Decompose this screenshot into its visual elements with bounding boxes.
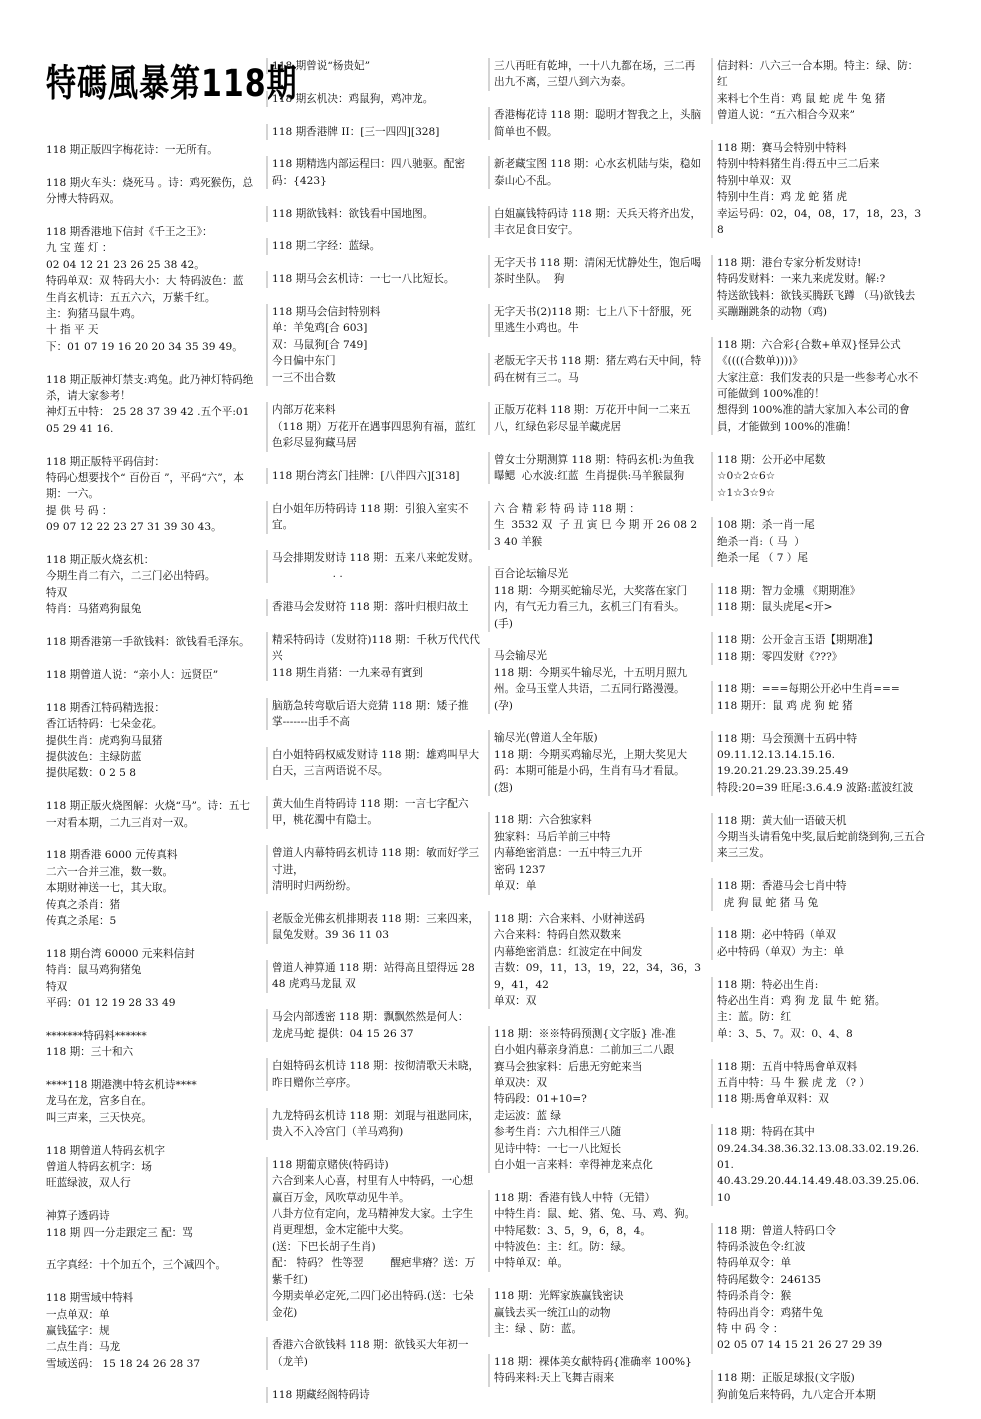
text-line: 特码尾数令：246135 (717, 1273, 822, 1286)
text-line: 118 期玄机决：鸡鼠狗，鸡冲龙。 (272, 92, 434, 105)
text-line: 特 中 码 令 ： (717, 1323, 784, 1336)
text-line: 主：绿 、防：蓝。 (494, 1323, 583, 1336)
text-line: 118 期：光辉家族赢钱密诀 (494, 1290, 624, 1303)
text-line: 雪域送码： 15 18 24 26 28 37 (46, 1357, 201, 1370)
text-block (266, 911, 480, 944)
text-block (266, 501, 480, 534)
text-line: 马会排期发财诗 118 期：五来八来蛇发财。 (272, 552, 480, 565)
text-line: 单双：单 (494, 880, 537, 893)
text-line: 118 期开：鼠 鸡 虎 狗 蛇 猪 (717, 699, 853, 712)
text-block (711, 1223, 925, 1354)
text-block (46, 1143, 254, 1192)
text-line: 大家注意：我们发表的只是一些参考心水不可能做到 100%准的！ (717, 371, 919, 401)
text-line: 《((((合数单))))》 (717, 355, 804, 368)
text-line: 清明时归两纷纷。 (272, 880, 357, 893)
text-block (266, 599, 480, 615)
text-line: 118 期曾道人特码玄机字 (46, 1144, 165, 1157)
text-line: 提供生肖：虎鸡狗马鼠猪 (46, 734, 163, 747)
text-line: 118 期：===每期公开必中生肖=== (717, 683, 900, 696)
text-block (711, 1370, 925, 1403)
text-line: 118 期藏经阁特码诗 (272, 1388, 370, 1401)
text-line: 118 期：今期买蛇输尽光，大奖落在家门内，有气无力看三九，玄机三门有看头。(手) (494, 584, 688, 630)
text-line: 118 期：必中特码（单双 (717, 929, 836, 942)
text-line: 118 期：特码在其中 (717, 1126, 815, 1139)
text-line: 赛马会独家料：后患无穷蛇来当 (494, 1060, 643, 1073)
text-line: 提供尾数：0 2 5 8 (46, 767, 137, 780)
text-line: 正版万花料 118 期：万花开中间一二来五八，红绿色彩尽显羊藏虎居 (494, 404, 691, 433)
text-line: (送：下巴长胡子生肖) (272, 1240, 376, 1253)
text-line: 118 期马会玄机诗：一七一八比短长。 (272, 273, 455, 286)
text-line: 单：3、5、7。双：0、4、8 (717, 1027, 853, 1040)
text-line: 五肖中特：马 牛 猴 虎 龙 （? ） (717, 1076, 871, 1089)
text-line: 本期财神送一七，其大取。 (46, 882, 174, 895)
text-line: 一点单双：单 (46, 1308, 110, 1321)
text-line: 密码 1237 (494, 863, 546, 876)
text-line: 118 期曾说“杨贵妃” (272, 60, 370, 72)
text-block (266, 1108, 480, 1141)
text-line: 曾道人说：“五六相合今双来” (717, 109, 855, 122)
text-block (266, 91, 480, 107)
text-line: 九 宝 莲 灯 ： (46, 242, 113, 255)
text-line: 09 07 12 22 23 27 31 39 30 43。 (46, 521, 222, 534)
text-line: 无字天书(2)118 期：七上八下十舒服，死里逃生小鸡也。牛 (494, 306, 692, 335)
text-line: 09.24.34.38.36.32.13.08.33.02.19.26.01. (717, 1142, 920, 1171)
text-block (46, 1257, 254, 1273)
text-block (266, 845, 480, 894)
text-line: 虎 狗 鼠 蛇 猪 马 兔 (717, 896, 819, 909)
text-line: 必中特码（单双）为主：单 (717, 945, 845, 958)
text-line: 特码发财料：一来九来虎发财。解:? (717, 273, 886, 286)
text-block (46, 847, 254, 929)
text-line: 118 期：赛马会特别中特料 (717, 142, 847, 155)
text-line: 想得到 100%准的請大家加入本公司的會員，才能做到 100%的准确！ (717, 404, 910, 433)
text-line: 118 期香港地下信封《千王之王》： (46, 226, 213, 238)
text-block (488, 255, 702, 288)
text-block (488, 156, 702, 189)
text-line: 神算子透码诗 (46, 1210, 110, 1223)
text-line: 特别中特料猪生肖:得五中三二后来 (717, 158, 880, 171)
text-block (266, 206, 480, 222)
text-block (266, 304, 480, 386)
text-line: 118 期曾道人说：“亲小人：远贤臣” (46, 668, 219, 681)
text-line: 118 期：鼠头虎尾<开> (717, 601, 833, 614)
text-block (46, 667, 254, 683)
text-line: 118 期香港 6000 元传真料 (46, 849, 178, 862)
text-block (711, 517, 925, 566)
text-line: 118 期：五肖中特馬會单双料 (717, 1060, 858, 1073)
text-line: 来料七个生肖：鸡 鼠 蛇 虎 牛 兔 猪 (717, 92, 886, 105)
text-block (46, 142, 254, 158)
text-block (488, 501, 702, 550)
column-2 (272, 58, 480, 1419)
text-line: 118 期正版四字梅花诗：一无所有。 (46, 144, 218, 156)
text-line: 118 期正版神灯禁支:鸡兔。此乃神灯特码绝杀，请大家参考！ (46, 373, 254, 403)
text-block (266, 550, 480, 583)
text-line: 曾道人内幕特码玄机诗 118 期：敏而好学三寸进， (272, 847, 480, 876)
text-line: 提供波色：主绿防蓝 (46, 750, 142, 763)
text-line: 走运波：蓝 绿 (494, 1109, 561, 1122)
text-line: 特码单双：双 特码大小：大 特码波色：蓝 (46, 275, 244, 288)
text-line: 118 期：公开金言玉语【期期准】 (717, 634, 879, 647)
text-line: 无字天书 118 期：清闲无忧静处生，饱后喝茶时坐队。 狗 (494, 256, 702, 286)
text-line: 九龙特码玄机诗 118 期：刘琨与祖逖同床，贵入不入冷宫门（羊马鸡狗) (272, 1109, 480, 1139)
text-line: 马会内部透密 118 期：飘飘然然是何人： 龙虎马蛇 提供：04 15 26 37 (272, 1011, 472, 1040)
text-block (266, 1337, 480, 1370)
text-block (711, 927, 925, 960)
text-line: 108 期：杀一肖一尾 (717, 519, 815, 532)
text-line: 118 期台湾玄门挂牌：[八伴四六][318] (272, 470, 460, 483)
text-line: （118 期）万花开在遇事四思狗有福，蓝红色彩尽显狗藏马居 (272, 420, 476, 450)
text-block (46, 700, 254, 782)
text-block (711, 731, 925, 797)
text-line: 六 合 精 彩 特 码 诗 118 期 ： (494, 502, 640, 515)
text-line: 内幕绝密消息：红波定在中间发 (494, 945, 643, 958)
text-line: 内部万花来料 (272, 404, 336, 417)
text-line: 脑筋急转弯歇后语大竞猜 118 期：矮子推掌-------出手不高 (272, 699, 469, 729)
text-block (266, 1058, 480, 1091)
text-block (266, 468, 480, 484)
text-block (711, 878, 925, 911)
text-block (488, 353, 702, 386)
text-block (46, 1290, 254, 1372)
text-line: 118 期：六合独家料 (494, 814, 592, 827)
text-line: 118 期：※※特码预测{文字版} 准-准 (494, 1027, 676, 1040)
text-line: 特肖：马猪鸡狗鼠兔 (46, 603, 142, 616)
text-line: 中特单双：单。 (494, 1257, 569, 1270)
text-line: 118 期雪域中特料 (46, 1292, 134, 1305)
text-block (46, 552, 254, 618)
text-block (46, 454, 254, 536)
text-line: 40.43.29.20.44.14.49.48.03.39.25.06.10 (717, 1175, 920, 1204)
text-line: 118 期正版火烧图解：火烧“马”。诗：五七一对看本期，二九三肖对一双。 (46, 800, 250, 829)
text-line: 118 期葡京赌侠(特码诗) (272, 1158, 389, 1171)
text-line: 118 期：特必出生肖: (717, 978, 819, 991)
text-block (266, 271, 480, 287)
text-line: 二点生肖：马龙 (46, 1341, 121, 1354)
column-1 (46, 142, 254, 1389)
text-line: 五字真经：十个加五个，三个减四个。 (46, 1259, 227, 1272)
text-line: 白小姐年历特码诗 118 期：引狼入室实不宜。 (272, 502, 469, 532)
text-block (711, 255, 925, 321)
text-line: 118 期：裸体美女献特码{准确率 100%} (494, 1355, 692, 1368)
text-block (46, 372, 254, 438)
text-line: 118 期二字经：蓝绿。 (272, 240, 381, 253)
text-line: 特肖：鼠马鸡狗猪兔 (46, 964, 142, 977)
text-line: 马会输尽光 (494, 650, 547, 663)
text-line: 118 期：港台专家分析发财诗! (717, 256, 862, 269)
text-line: 特码心想要找个“ 百份百 ”，平码“六”，本期：一六。 (46, 472, 244, 501)
text-line: 单：羊兔鸡[合 603] (272, 322, 368, 335)
text-line: 配： 特码？ 性等翌 醒疤芈瘠？送：万紫千红) (272, 1257, 476, 1286)
text-block (711, 58, 925, 124)
text-line: 118 期：正版足球报(文字版) (717, 1372, 855, 1385)
text-line: 中特波色：主：红。防：绿。 (494, 1241, 632, 1253)
text-line: 118 期生肖猪：一九来尋有賓到 (272, 666, 423, 679)
text-line: 118 期：公开必中尾数 (717, 453, 826, 466)
text-line: 一三不出合数 (272, 371, 336, 384)
text-line: *******特码料****** (46, 1029, 147, 1042)
text-line: 白小姐一言来料：幸得神龙来点化 (494, 1158, 653, 1171)
text-block (488, 1354, 702, 1387)
text-line: 二六一合并三准，数一数。 (46, 865, 174, 878)
text-line: 下：01 07 19 16 20 20 34 35 39 49。 (46, 340, 243, 353)
text-block (266, 1009, 480, 1042)
column-3 (494, 58, 702, 1403)
text-line: 特别中生肖：鸡 龙 蛇 猪 虎 (717, 191, 848, 204)
text-block (266, 698, 480, 731)
text-line: 特送欲钱料：欲钱买腾跃飞蹲 （马)欲钱去买蹦蹦跳条的动物（鸡) (717, 289, 916, 319)
text-line: 118 期：香港有钱人中特（无错） (494, 1191, 656, 1204)
text-line: 白姐赢钱特码诗 118 期：天兵天将齐出发，丰衣足食日安宁。 (494, 207, 702, 237)
text-block (46, 224, 254, 355)
text-line: 生 3532 双 子 丑 寅 巳 今 期 开 26 08 23 40 羊猴 (494, 519, 698, 548)
text-line: 双：马鼠狗[合 749] (272, 338, 368, 351)
text-line: 新老藏宝图 118 期：心水玄机陆与柒，稳如泰山心不乱。 (494, 158, 702, 187)
text-line: 黄大仙生肖特码诗 118 期：一言七字配六甲，桃花濁中有隐士。 (272, 798, 469, 827)
text-block (266, 124, 480, 140)
text-block (266, 156, 480, 189)
text-line: 特双 (46, 586, 68, 599)
text-line: 118 期：三十和六 (46, 1046, 134, 1059)
text-line: 曾女士分期测算 118 期：特码玄机:为鱼我曝鳃 心水波:红蓝 生肖提供:马羊猴鼠狗 (494, 453, 695, 483)
text-line: . . (272, 568, 343, 581)
text-line: 绝杀一尾 （ 7 ）尾 (717, 552, 808, 565)
text-block (488, 206, 702, 239)
text-line: 118 期正版特平码信封： (46, 455, 165, 468)
text-line: 见诗中特：一七一八比短长 (494, 1142, 622, 1155)
text-line: 独家料：马后羊前三中特 (494, 830, 611, 843)
text-line: 特必出生肖：鸡 狗 龙 鼠 牛 蛇 猪。 (717, 994, 886, 1007)
text-line: 神灯五中特： 25 28 37 39 42 .五个平:01 05 29 41 16. (46, 406, 253, 435)
text-line: 参考生肖：六九相伴三八随 (494, 1126, 622, 1139)
text-block (711, 452, 925, 501)
text-line: ☆1☆3☆9☆ (717, 486, 776, 499)
text-line: 118 期 四一分走跟定三 配：骂 (46, 1226, 193, 1239)
text-line: 香港马会发财符 118 期：落叶归根归故土 (272, 601, 469, 614)
text-line: 龙马在龙，宫多自在。 (46, 1095, 152, 1108)
text-line: 特双 (46, 980, 68, 993)
text-line: 中特生肖：鼠、蛇、猪、兔、马、鸡、狗。 (494, 1208, 696, 1221)
text-block (266, 402, 480, 451)
text-line: 118 期：智力金壎 《期期准》 (717, 584, 861, 597)
text-block (46, 1028, 254, 1061)
text-line: 02 05 07 14 15 21 26 27 29 39 (717, 1339, 883, 1352)
text-line: 香港梅花诗 118 期：聪明才智我之上，头脑简单也不假。 (494, 109, 702, 138)
text-line: 提 供 号 码 ： (46, 504, 113, 517)
text-line: 六合来料：特码自然双数来 (494, 929, 622, 942)
text-block (488, 648, 702, 714)
text-line: 曾道人特码玄机字：场 (46, 1160, 152, 1173)
text-line: 绝杀一肖:（ 马 ） (717, 535, 805, 548)
text-line: 今日偏中东门 (272, 355, 336, 368)
text-block (488, 304, 702, 337)
text-block (488, 1190, 702, 1272)
text-block (266, 796, 480, 829)
text-line: 精采特码诗（发财符)118 期：千秋万代代代兴 (272, 634, 480, 663)
text-line: 曾道人神算通 118 期：站得高且望得远 2848 虎鸡马龙鼠 双 (272, 962, 475, 991)
text-line: 118 期:馬會单双料：双 (717, 1093, 829, 1106)
text-line: 赢钱去买一统江山的动物 (494, 1306, 611, 1319)
text-line: 香江话特码：七朵金花。 (46, 718, 163, 731)
text-block (711, 140, 925, 238)
text-line: 传真之杀肖：猪 (46, 898, 121, 911)
text-line: 叫三声来，三天快亮。 (46, 1111, 152, 1124)
text-line: 特码杀波色令:红波 (717, 1241, 806, 1253)
text-block (266, 747, 480, 780)
text-line: 八卦方位有定向，龙马精神发大家。土字生肖更理想，金木定能中大奖。 (272, 1208, 474, 1237)
page-title: 特碼風暴第118期 (46, 62, 298, 106)
text-line: 118 期欲钱料：欲钱看中国地图。 (272, 207, 434, 220)
text-line: 特码段：01+10=? (494, 1093, 587, 1106)
text-block (46, 946, 254, 1012)
text-line: 118 期马会信封特别料 (272, 305, 381, 318)
text-line: 118 期：马会预测十五码中特 (717, 732, 858, 745)
text-block (488, 1026, 702, 1174)
text-block (711, 1124, 925, 1206)
text-block (488, 452, 702, 485)
text-line: 生肖玄机诗：五五六六，万紫千红。 (46, 291, 216, 304)
text-line: 09.11.12.13.14.15.16. (717, 748, 835, 761)
text-line: 118 期：黄大仙一语破天机 (717, 814, 847, 827)
text-block (46, 1077, 254, 1126)
text-line: 特码出肖令：鸡猪牛兔 (717, 1306, 823, 1319)
text-block (711, 977, 925, 1043)
text-block (488, 58, 702, 91)
text-line: 单双：双 (494, 994, 537, 1007)
text-line: 19.20.21.29.23.39.25.49 (717, 765, 849, 778)
text-line: 传真之杀尾：5 (46, 914, 117, 927)
text-block (266, 58, 480, 74)
text-line: 白小姐内幕亲身消息：二前加三二八跟 (494, 1044, 675, 1057)
text-line: 118 期精选内部运程曰：四八驰驱。配密码：{423} (272, 158, 466, 187)
text-line: 主：狗猪马鼠牛鸡。 (46, 308, 142, 321)
text-line: 118 期香江特码精选报： (46, 701, 165, 714)
text-line: 特别中单双：双 (717, 174, 792, 187)
text-line: ☆0☆2☆6☆ (717, 470, 776, 483)
text-block (488, 730, 702, 796)
text-block (46, 1208, 254, 1241)
text-line: 中特尾数：3、5，9，6，8，4。 (494, 1224, 651, 1237)
text-line: 单双决：双 (494, 1076, 547, 1089)
text-line: 118 期香港第一手欲钱料：欲钱看毛泽东。 (46, 636, 250, 649)
text-block (488, 911, 702, 1009)
text-line: ****118 期港澳中特玄机诗**** (46, 1078, 197, 1091)
text-line: 百合论坛输尽光 (494, 568, 569, 581)
text-line: 白小姐特码权威发财诗 118 期：雄鸡叫早大白天，三言两语说不尽。 (272, 748, 480, 778)
text-line: 118 期：六合彩{合数+单双}怪异公式 (717, 338, 901, 351)
text-line: 02 04 12 21 23 26 25 38 42。 (46, 258, 205, 271)
text-line: 主：蓝。防：红 (717, 1011, 792, 1024)
text-line: 三八再旺有乾坤，一十八九都在场，三二再出九不离，三望八到六为泰。 (494, 60, 696, 89)
text-block (488, 812, 702, 894)
text-line: 平码：01 12 19 28 33 49 (46, 996, 176, 1009)
text-line: 118 期火车头：烧死马 。诗：鸡死猴伤，总分博大特码双。 (46, 176, 254, 206)
text-line: 赢钱猛字：规 (46, 1324, 110, 1337)
text-block (711, 681, 925, 714)
text-block (711, 632, 925, 665)
text-block (46, 798, 254, 831)
text-line: 旺蓝绿波，双人行 (46, 1177, 131, 1190)
text-block (266, 1387, 480, 1403)
text-line: 老版金光佛玄机排期表 118 期：三来四来，鼠兔发财。39 36 11 03 (272, 912, 480, 942)
text-line: 今期卖单必定死,二四门必出特码.(送：七朵金花) (272, 1290, 474, 1319)
text-line: 今期当头请看兔中奖,鼠后蛇前绕到狗,三五合来三三发。 (717, 830, 926, 860)
text-line: 118 期：零四发财《???》 (717, 650, 843, 663)
text-line: 118 期台湾 60000 元来料信封 (46, 947, 195, 960)
text-block (711, 337, 925, 435)
text-line: 118 期：今期买鸡输尽光，上期大奖见大码：本期可能是小码，生肖有马才看鼠。(怨) (494, 748, 688, 794)
text-block (711, 583, 925, 616)
text-line: 六合到来人心喜，村里有人中特码，一心想赢百万金，风吹草动见牛羊。 (272, 1175, 474, 1204)
text-line: 今期生肖二有六，二三门必出特码。 (46, 570, 216, 583)
text-block (488, 566, 702, 632)
text-line: 118 期香港牌 II：[三一四四][328] (272, 125, 440, 138)
text-line: 吉数：09，11，13，19，22，34，36，39，41，42 (494, 962, 702, 991)
text-block (266, 960, 480, 993)
text-line: 118 期：六合来料、小财神送码 (494, 912, 645, 925)
text-block (266, 238, 480, 254)
text-line: 老版无字天书 118 期：猪左鸡右天中间，特码在树有三二。马 (494, 355, 702, 384)
text-line: 特码杀肖令：猴 (717, 1290, 792, 1303)
text-line: 118 期：今期买牛输尽光，十五明月照九州。金马玉堂人共语，二五同行路漫漫。(孕) (494, 666, 688, 712)
text-line: 输尽光(曾道人全年版) (494, 732, 598, 745)
text-block (488, 402, 702, 435)
text-block (46, 175, 254, 208)
text-line: 幸运号码：02，04，08，17，18，23，38 (717, 207, 922, 237)
text-line: 118 期正版火烧玄机： (46, 554, 155, 567)
text-block (266, 632, 480, 681)
text-block (266, 1157, 480, 1321)
text-line: 十 指 平 天 (46, 324, 99, 337)
column-4 (717, 58, 925, 1419)
text-block (46, 634, 254, 650)
text-line: 白姐特码玄机诗 118 期：按彻清歌天未晓，昨日赠你兰亭序。 (272, 1060, 480, 1089)
text-line: 特段:20=39 旺尾:3.6.4.9 波路:蓝波红波 (717, 781, 914, 794)
text-block (711, 1059, 925, 1108)
text-block (488, 1288, 702, 1337)
text-line: 内幕绝密消息：一五中特三九开 (494, 847, 643, 860)
text-line: 信封料：八六三一合本期。特主：绿、防：红 (717, 60, 919, 89)
text-line: 香港六合欲钱料 118 期：欲钱买大年初一 （龙羊) (272, 1339, 476, 1368)
text-line: 118 期：曾道人特码口令 (717, 1224, 836, 1237)
text-block (488, 107, 702, 140)
text-line: 特码来料:天上飞舞吉雨来 (494, 1372, 615, 1385)
text-line: 狗前兔后来特码，九八定合开本期 (717, 1388, 876, 1401)
text-block (711, 813, 925, 862)
text-line: 特码单双令：单 (717, 1257, 792, 1270)
text-line: 118 期：香港马会七肖中特 (717, 880, 847, 893)
